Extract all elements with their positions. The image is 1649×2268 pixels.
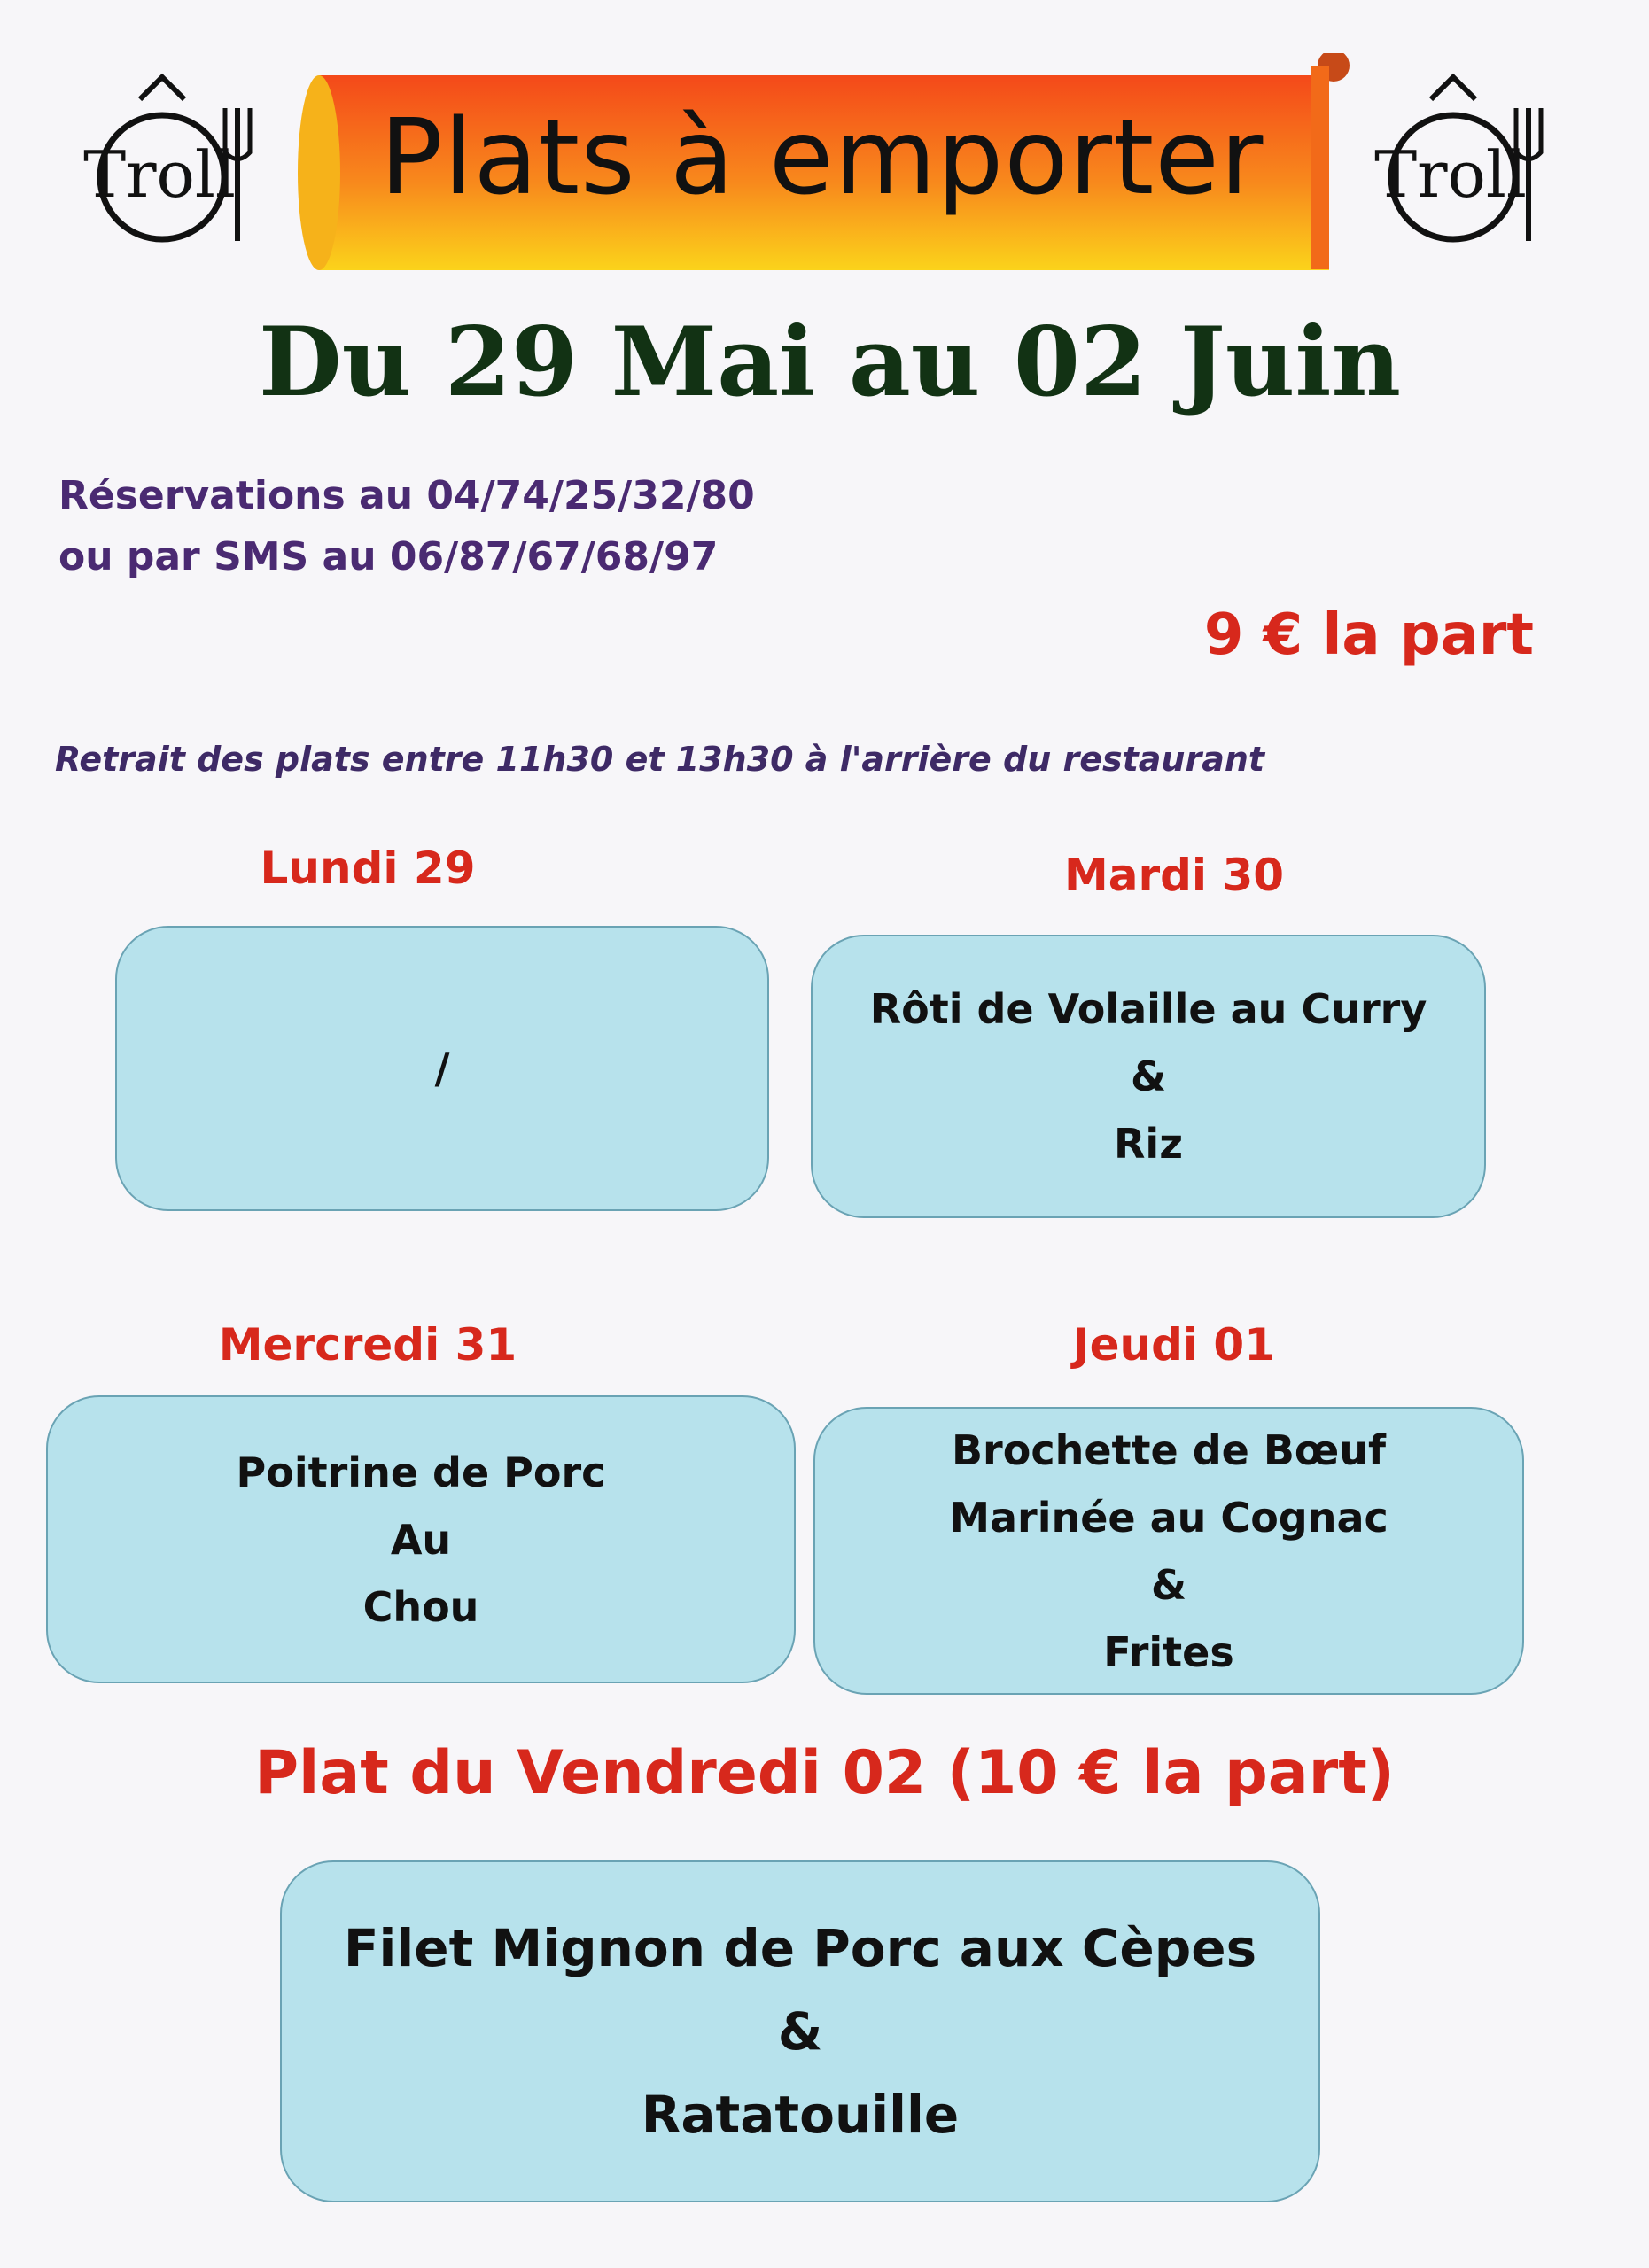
reservation-phone: Réservations au 04/74/25/32/80 — [58, 473, 755, 518]
menu-box-wednesday — [46, 1395, 796, 1683]
dish-line: Chou — [362, 1582, 479, 1631]
dish-line: Filet Mignon de Porc aux Cèpes — [343, 1918, 1257, 1978]
menu-box-tuesday — [811, 935, 1486, 1218]
friday-title: Plat du Vendredi 02 (10 € la part) — [254, 1738, 1395, 1808]
menu-box-friday — [280, 1860, 1320, 2202]
day-label-thursday: Jeudi 01 — [1072, 1319, 1276, 1371]
dish-line: Marinée au Cognac — [949, 1493, 1388, 1542]
dish-line: Brochette de Bœuf — [951, 1425, 1387, 1474]
dish-line: Ratatouille — [641, 2085, 960, 2145]
date-range: Du 29 Mai au 02 Juin — [259, 307, 1401, 418]
dish-line: / — [434, 1045, 450, 1092]
svg-text:Troll: Troll — [1374, 137, 1527, 212]
dish-line: Au — [390, 1515, 452, 1564]
day-label-wednesday: Mercredi 31 — [218, 1319, 517, 1371]
dish-line: & — [777, 2001, 823, 2062]
page-title: Plats à emporter — [379, 96, 1264, 218]
sms-phone: ou par SMS au 06/87/67/68/97 — [58, 534, 719, 579]
dish-line: & — [1150, 1560, 1187, 1609]
menu-box-monday — [115, 926, 769, 1211]
troll-logo-right — [1369, 73, 1546, 250]
dish-line: Poitrine de Porc — [236, 1448, 606, 1496]
dish-line: Riz — [1114, 1120, 1183, 1168]
pickup-info: Retrait des plats entre 11h30 et 13h30 à l'arrière du restaurant — [55, 740, 1265, 779]
price-label: 9 € la part — [1203, 602, 1534, 668]
menu-box-thursday — [813, 1407, 1524, 1695]
dish-line: Rôti de Volaille au Curry — [869, 985, 1427, 1033]
troll-logo-left — [78, 73, 255, 250]
svg-text:Troll: Troll — [83, 137, 236, 212]
dish-line: & — [1130, 1052, 1167, 1100]
dish-line: Frites — [1103, 1627, 1234, 1676]
day-label-tuesday: Mardi 30 — [1063, 850, 1285, 901]
day-label-monday: Lundi 29 — [260, 843, 476, 894]
